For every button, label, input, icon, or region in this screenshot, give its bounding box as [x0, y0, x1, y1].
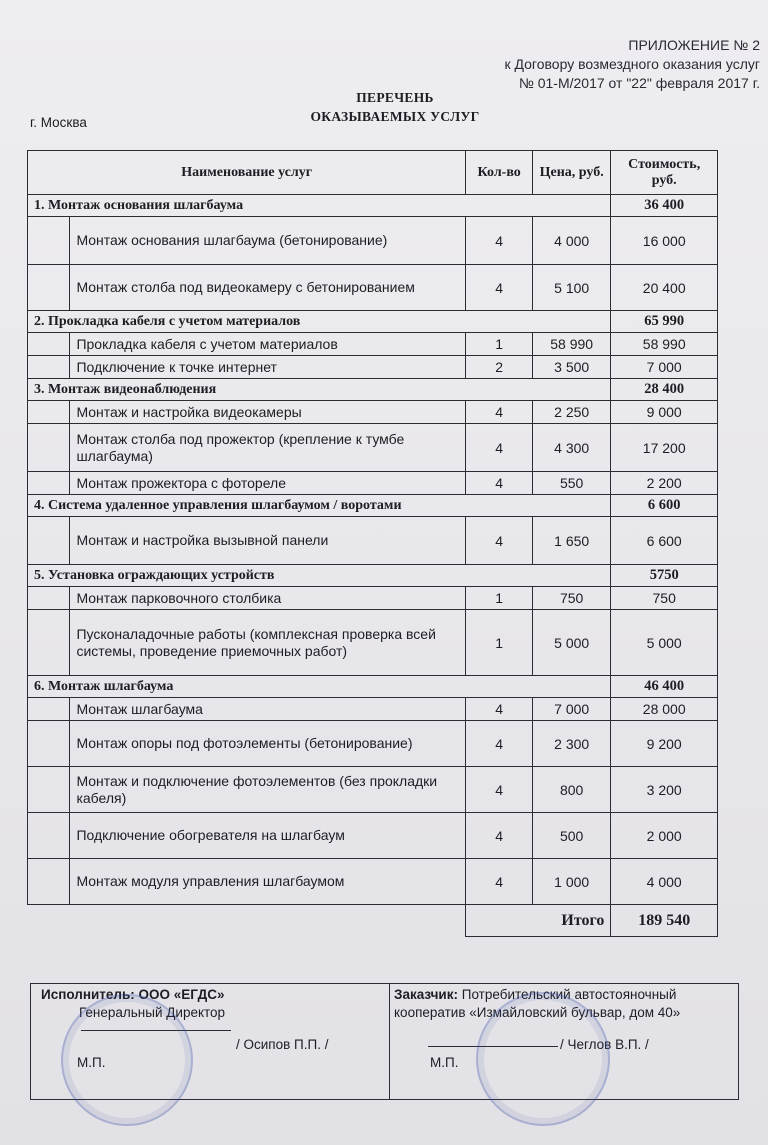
- title-line-1: ПЕРЕЧЕНЬ: [356, 90, 434, 105]
- col-header-name: Наименование услуг: [28, 151, 466, 195]
- service-price: 800: [532, 767, 610, 813]
- service-name: Подключение к точке интернет: [70, 356, 466, 379]
- row-marker-cell: [28, 698, 70, 721]
- service-cost: 9 200: [611, 721, 718, 767]
- service-row: [28, 333, 718, 356]
- section-row: [28, 379, 718, 401]
- customer-stamp: [476, 992, 610, 1126]
- service-row: [28, 424, 718, 472]
- service-row: [28, 721, 718, 767]
- service-name: Прокладка кабеля с учетом материалов: [70, 333, 466, 356]
- customer-mp: М.П.: [430, 1055, 459, 1070]
- service-price: 5 000: [532, 610, 610, 676]
- service-cost: 17 200: [611, 424, 718, 472]
- row-marker-cell: [28, 859, 70, 905]
- executor-block: [30, 983, 390, 1100]
- service-cost: 2 200: [611, 472, 718, 495]
- section-title: 4. Система удаленное управления шлагбаумом / воротами: [28, 495, 611, 517]
- row-marker-cell: [28, 333, 70, 356]
- customer-signer: / Чеглов В.П. /: [560, 1037, 649, 1052]
- service-row: [28, 217, 718, 265]
- service-cost: 3 200: [611, 767, 718, 813]
- service-qty: 4: [466, 265, 533, 311]
- service-row: [28, 813, 718, 859]
- service-qty: 2: [466, 356, 533, 379]
- service-name: Монтаж и настройка видеокамеры: [70, 401, 466, 424]
- services-table: [27, 150, 718, 937]
- section-title: 1. Монтаж основания шлагбаума: [28, 195, 611, 217]
- grand-total-spacer: [28, 905, 466, 937]
- service-qty: 4: [466, 721, 533, 767]
- service-price: 58 990: [532, 333, 610, 356]
- service-qty: 4: [466, 424, 533, 472]
- service-cost: 16 000: [611, 217, 718, 265]
- service-qty: 4: [466, 767, 533, 813]
- service-qty: 4: [466, 401, 533, 424]
- service-cost: 2 000: [611, 813, 718, 859]
- service-name: Пусконаладочные работы (комплексная проверка всей системы, проведение приемочных работ): [70, 610, 466, 676]
- service-name: Монтаж опоры под фотоэлементы (бетонирование): [70, 721, 466, 767]
- service-qty: 1: [466, 610, 533, 676]
- appendix-header: [504, 36, 760, 93]
- service-name: Монтаж парковочного столбика: [70, 587, 466, 610]
- section-total: 6 600: [611, 495, 718, 517]
- service-row: [28, 698, 718, 721]
- service-name: Монтаж модуля управления шлагбаумом: [70, 859, 466, 905]
- service-price: 1 650: [532, 517, 610, 565]
- services-table-body: [28, 195, 718, 937]
- customer-name: Потребительский автостояночный кооператив «Измайловский бульвар, дом 40»: [394, 987, 681, 1020]
- row-marker-cell: [28, 721, 70, 767]
- city-label: г. Москва: [30, 115, 87, 130]
- section-total: 5750: [611, 565, 718, 587]
- service-name: Монтаж основания шлагбаума (бетонирование): [70, 217, 466, 265]
- service-qty: 4: [466, 217, 533, 265]
- service-price: 4 300: [532, 424, 610, 472]
- service-price: 550: [532, 472, 610, 495]
- section-title: 3. Монтаж видеонаблюдения: [28, 379, 611, 401]
- executor-position: Генеральный Директор: [79, 1005, 226, 1020]
- service-qty: 4: [466, 698, 533, 721]
- row-marker-cell: [28, 587, 70, 610]
- service-price: 4 000: [532, 217, 610, 265]
- row-marker-cell: [28, 424, 70, 472]
- section-title: 6. Монтаж шлагбаума: [28, 676, 611, 698]
- service-qty: 1: [466, 333, 533, 356]
- customer-block: [388, 983, 739, 1100]
- row-marker-cell: [28, 356, 70, 379]
- section-total: 46 400: [611, 676, 718, 698]
- service-price: 750: [532, 587, 610, 610]
- service-cost: 4 000: [611, 859, 718, 905]
- row-marker-cell: [28, 265, 70, 311]
- col-header-price: Цена, руб.: [532, 151, 610, 195]
- service-price: 2 250: [532, 401, 610, 424]
- row-marker-cell: [28, 517, 70, 565]
- row-marker-cell: [28, 401, 70, 424]
- service-qty: 4: [466, 813, 533, 859]
- row-marker-cell: [28, 767, 70, 813]
- section-row: [28, 311, 718, 333]
- service-row: [28, 472, 718, 495]
- service-price: 2 300: [532, 721, 610, 767]
- service-row: [28, 587, 718, 610]
- appendix-line-2: к Договору возмездного оказания услуг: [504, 56, 760, 72]
- service-cost: 9 000: [611, 401, 718, 424]
- row-marker-cell: [28, 610, 70, 676]
- service-cost: 20 400: [611, 265, 718, 311]
- service-qty: 4: [466, 472, 533, 495]
- service-row: [28, 356, 718, 379]
- service-cost: 5 000: [611, 610, 718, 676]
- row-marker-cell: [28, 472, 70, 495]
- service-price: 1 000: [532, 859, 610, 905]
- service-name: Монтаж и настройка вызывной панели: [70, 517, 466, 565]
- service-cost: 7 000: [611, 356, 718, 379]
- service-qty: 1: [466, 587, 533, 610]
- grand-total-label: Итого: [466, 905, 611, 937]
- service-name: Монтаж столба под видеокамеру с бетонированием: [70, 265, 466, 311]
- service-price: 3 500: [532, 356, 610, 379]
- service-price: 7 000: [532, 698, 610, 721]
- appendix-line-3: № 01-М/2017 от "22" февраля 2017 г.: [518, 75, 760, 91]
- row-marker-cell: [28, 813, 70, 859]
- service-cost: 6 600: [611, 517, 718, 565]
- row-marker-cell: [28, 217, 70, 265]
- section-total: 65 990: [611, 311, 718, 333]
- service-row: [28, 401, 718, 424]
- section-title: 5. Установка ограждающих устройств: [28, 565, 611, 587]
- service-price: 500: [532, 813, 610, 859]
- section-title: 2. Прокладка кабеля с учетом материалов: [28, 311, 611, 333]
- service-name: Подключение обогревателя на шлагбаум: [70, 813, 466, 859]
- service-cost: 58 990: [611, 333, 718, 356]
- service-qty: 4: [466, 859, 533, 905]
- section-row: [28, 565, 718, 587]
- grand-total-value: 189 540: [611, 905, 718, 937]
- appendix-line-1: ПРИЛОЖЕНИЕ № 2: [628, 37, 760, 53]
- service-name: Монтаж шлагбаума: [70, 698, 466, 721]
- section-row: [28, 495, 718, 517]
- service-name: Монтаж и подключение фотоэлементов (без прокладки кабеля): [70, 767, 466, 813]
- service-row: [28, 265, 718, 311]
- executor-label: Исполнитель: ООО «ЕГДС»: [41, 987, 225, 1002]
- col-header-cost: Стоимость, руб.: [611, 151, 718, 195]
- document-title: [290, 88, 500, 126]
- section-total: 36 400: [611, 195, 718, 217]
- service-qty: 4: [466, 517, 533, 565]
- service-row: [28, 610, 718, 676]
- col-header-qty: Кол-во: [466, 151, 533, 195]
- section-row: [28, 676, 718, 698]
- executor-mp: М.П.: [77, 1055, 106, 1070]
- executor-signer: / Осипов П.П. /: [236, 1037, 329, 1052]
- service-row: [28, 859, 718, 905]
- service-price: 5 100: [532, 265, 610, 311]
- service-name: Монтаж столба под прожектор (крепление к тумбе шлагбаума): [70, 424, 466, 472]
- section-row: [28, 195, 718, 217]
- grand-total-row: [28, 905, 718, 937]
- service-cost: 28 000: [611, 698, 718, 721]
- service-name: Монтаж прожектора с фотореле: [70, 472, 466, 495]
- section-total: 28 400: [611, 379, 718, 401]
- title-line-2: ОКАЗЫВАЕМЫХ УСЛУГ: [310, 109, 480, 124]
- executor-stamp: [61, 994, 193, 1126]
- service-cost: 750: [611, 587, 718, 610]
- customer-label: Заказчик:: [394, 987, 458, 1002]
- service-row: [28, 517, 718, 565]
- service-row: [28, 767, 718, 813]
